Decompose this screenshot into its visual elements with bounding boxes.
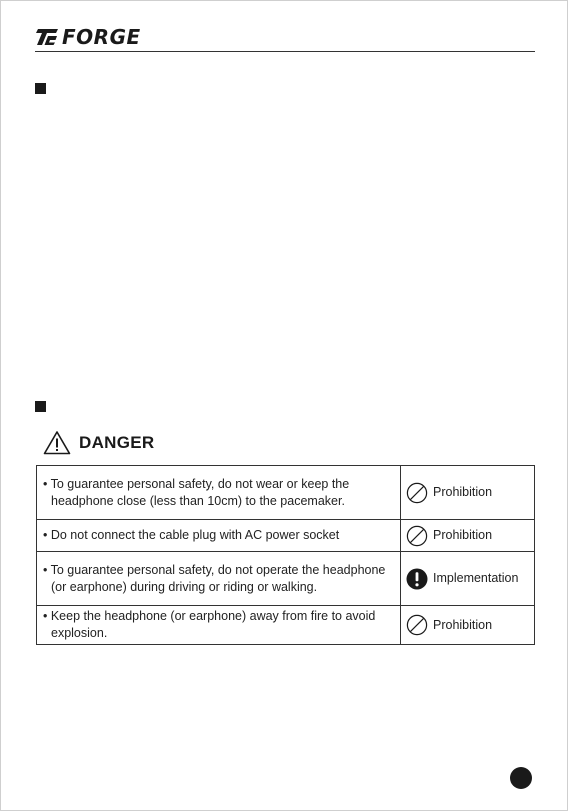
section-marker-2 [35,401,46,412]
safety-type-label: Prohibition [433,528,493,542]
safety-type-cell [401,606,535,645]
safety-type-cell [401,552,535,606]
safety-instruction-cell [37,520,401,552]
table-row [37,520,535,552]
safety-instruction-text: • To guarantee personal safety, do not operate the headphone (or earphone) during driving or riding or walking. [43,562,386,594]
section-marker-1 [35,83,46,94]
header-divider [35,51,535,52]
danger-label: DANGER [79,432,155,452]
safety-instruction-cell [37,606,401,645]
brand-logo-text: FORGE [62,25,141,49]
brand-logo [35,25,141,49]
table-row [37,466,535,520]
prohibition-icon [406,525,428,547]
safety-instruction-cell [37,466,401,520]
safety-type-label: Implementation [433,571,519,585]
safety-instruction-text: • Keep the headphone (or earphone) away from fire to avoid explosion. [43,609,376,640]
safety-instruction-text: • To guarantee personal safety, do not wear or keep the headphone close (less than 10cm) to the pacemaker. [43,476,350,508]
page-number-badge [510,767,532,789]
prohibition-icon [406,482,428,504]
safety-table [36,465,535,645]
exclamation-icon [406,568,428,590]
safety-type-label: Prohibition [433,617,493,632]
safety-type-cell [401,520,535,552]
safety-type-label: Prohibition [433,485,493,499]
forge-logo-mark-icon [35,26,61,48]
danger-heading [43,430,154,455]
prohibition-icon [406,614,428,636]
table-row [37,606,535,645]
safety-instruction-cell [37,552,401,606]
safety-instruction-text: • Do not connect the cable plug with AC power socket [43,528,340,542]
warning-triangle-icon [43,430,71,455]
table-row [37,552,535,606]
safety-type-cell [401,466,535,520]
